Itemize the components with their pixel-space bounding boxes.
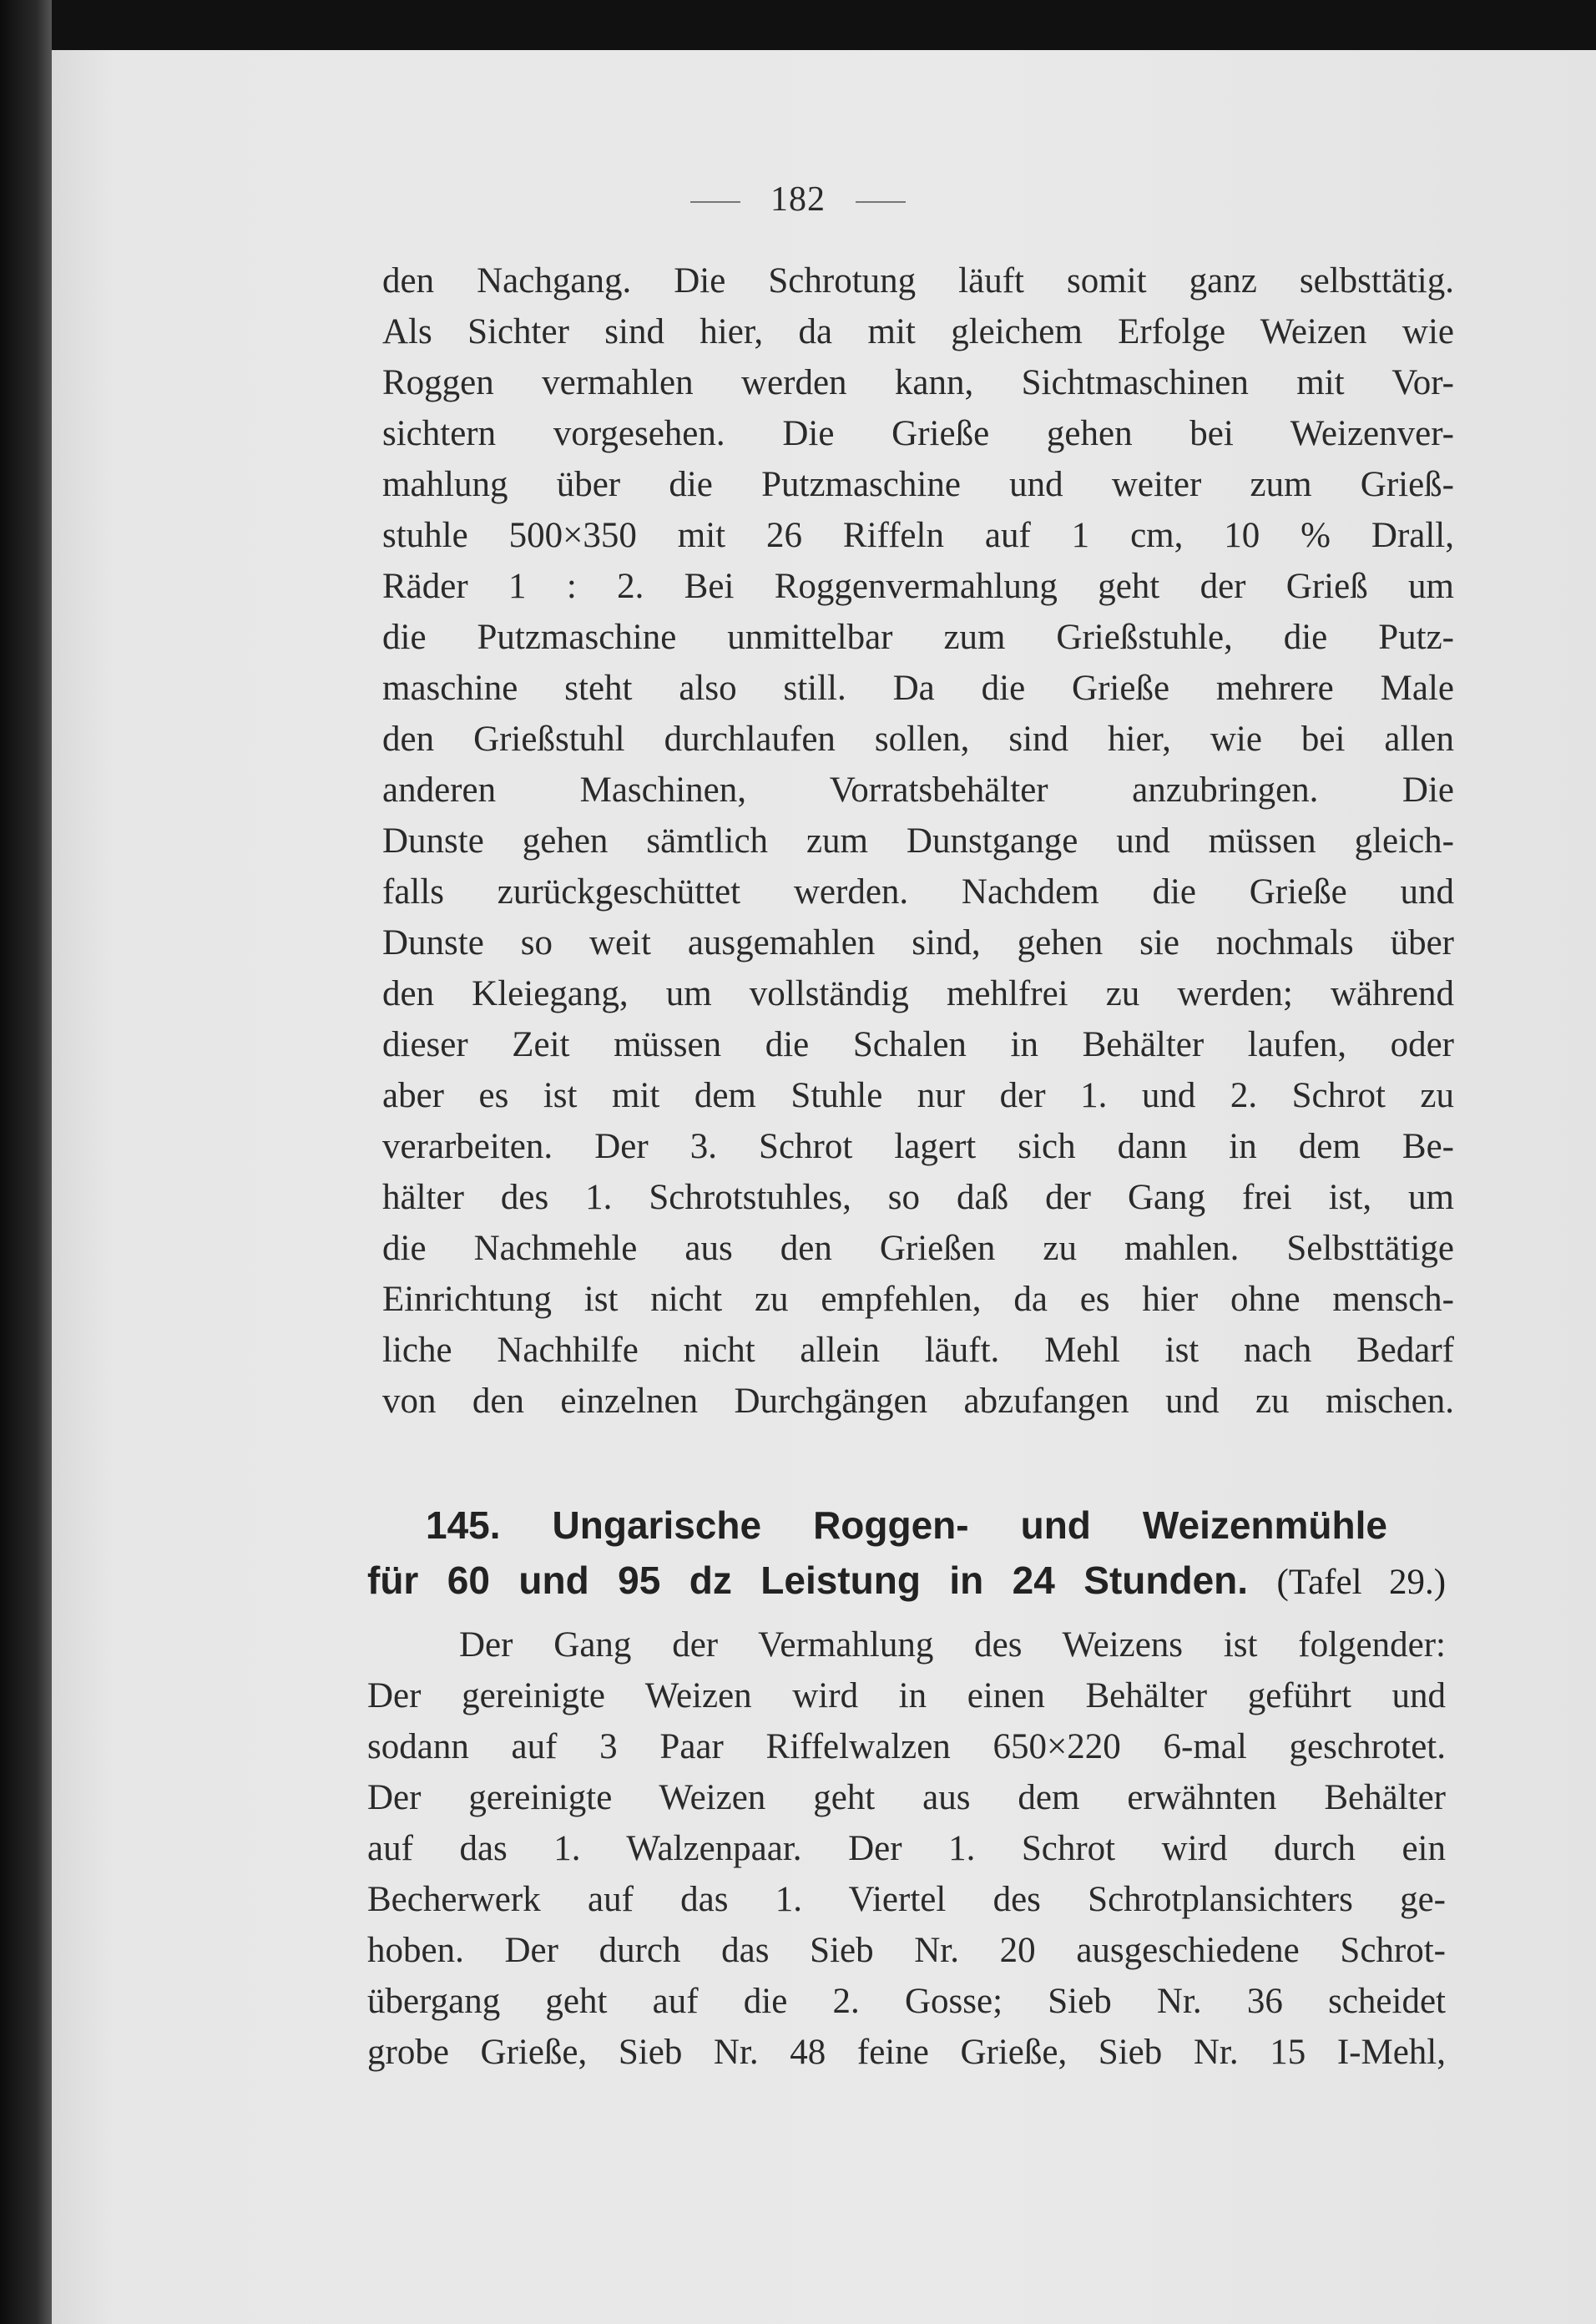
text-line: die Putzmaschine unmittelbar zum Grießstuhle, die Putz- xyxy=(382,618,1454,657)
text-line: Dunste so weit ausgemahlen sind, gehen sie nochmals über xyxy=(382,923,1454,962)
text-line: verarbeiten. Der 3. Schrot lagert sich dann in dem Be- xyxy=(382,1127,1454,1166)
text-line: anderen Maschinen, Vorratsbehälter anzubringen. Die xyxy=(382,770,1454,810)
text-line: Der gereinigte Weizen geht aus dem erwähnten Behälter xyxy=(367,1778,1446,1817)
text-line: übergang geht auf die 2. Gosse; Sieb Nr. 36 scheidet xyxy=(367,1982,1446,2021)
text-line: den Nachgang. Die Schrotung läuft somit ganz selbsttätig. xyxy=(382,261,1454,301)
text-line: Einrichtung ist nicht zu empfehlen, da es hier ohne mensch- xyxy=(382,1280,1454,1319)
paragraph-2 xyxy=(367,1619,1446,2078)
text-line: Der Gang der Vermahlung des Weizens ist folgender: xyxy=(459,1625,1446,1665)
page-number-header xyxy=(0,179,1596,220)
text-line: den Kleiegang, um vollständig mehlfrei zu werden; während xyxy=(382,974,1454,1013)
text-line: liche Nachhilfe nicht allein läuft. Mehl ist nach Bedarf xyxy=(382,1331,1454,1370)
section-heading-line-1: 145. Ungarische Roggen- und Weizenmühle xyxy=(426,1503,1387,1547)
text-line: hälter des 1. Schrotstuhles, so daß der Gang frei ist, um xyxy=(382,1178,1454,1217)
text-line: Räder 1 : 2. Bei Roggenvermahlung geht der Grieß um xyxy=(382,567,1454,606)
text-line: falls zurückgeschüttet werden. Nachdem die Grieße und xyxy=(382,872,1454,912)
text-line: maschine steht also still. Da die Grieße mehrere Male xyxy=(382,669,1454,708)
text-line: Dunste gehen sämtlich zum Dunstgange und müssen gleich- xyxy=(382,821,1454,861)
text-line: mahlung über die Putzmaschine und weiter zum Grieß- xyxy=(382,465,1454,504)
text-line: Der gereinigte Weizen wird in einen Behälter geführt und xyxy=(367,1676,1446,1715)
text-line: stuhle 500×350 mit 26 Riffeln auf 1 cm, 10 % Drall, xyxy=(382,516,1454,555)
text-line: Als Sichter sind hier, da mit gleichem Erfolge Weizen wie xyxy=(382,312,1454,351)
section-heading-text: für 60 und 95 dz Leistung in 24 Stunden. xyxy=(367,1559,1249,1602)
text-line: dieser Zeit müssen die Schalen in Behälter laufen, oder xyxy=(382,1025,1454,1064)
plate-reference: (Tafel 29.) xyxy=(1276,1563,1447,1602)
paragraph-1 xyxy=(382,255,1454,1427)
text-line: aber es ist mit dem Stuhle nur der 1. und 2. Schrot zu xyxy=(382,1076,1454,1115)
scan-top-border xyxy=(0,0,1596,50)
text-line: von den einzelnen Durchgängen abzufangen und zu mischen. xyxy=(382,1382,1454,1421)
text-line: sodann auf 3 Paar Riffelwalzen 650×220 6-mal geschrotet. xyxy=(367,1727,1446,1766)
page-number: 182 xyxy=(770,180,826,219)
text-line: sichtern vorgesehen. Die Grieße gehen bei Weizenver- xyxy=(382,414,1454,453)
text-line: Becherwerk auf das 1. Viertel des Schrotplansichters ge- xyxy=(367,1880,1446,1919)
text-line: hoben. Der durch das Sieb Nr. 20 ausgeschiedene Schrot- xyxy=(367,1931,1446,1970)
dash-left xyxy=(690,201,740,203)
section-heading-line-2 xyxy=(367,1558,1446,1603)
text-line: auf das 1. Walzenpaar. Der 1. Schrot wird durch ein xyxy=(367,1829,1446,1868)
dash-right xyxy=(856,201,906,203)
text-line: die Nachmehle aus den Grießen zu mahlen. Selbsttätige xyxy=(382,1229,1454,1268)
text-line: grobe Grieße, Sieb Nr. 48 feine Grieße, Sieb Nr. 15 I-Mehl, xyxy=(367,2033,1446,2072)
scan-left-border xyxy=(0,0,52,2324)
text-line: Roggen vermahlen werden kann, Sichtmaschinen mit Vor- xyxy=(382,363,1454,402)
text-line: den Grießstuhl durchlaufen sollen, sind hier, wie bei allen xyxy=(382,720,1454,759)
